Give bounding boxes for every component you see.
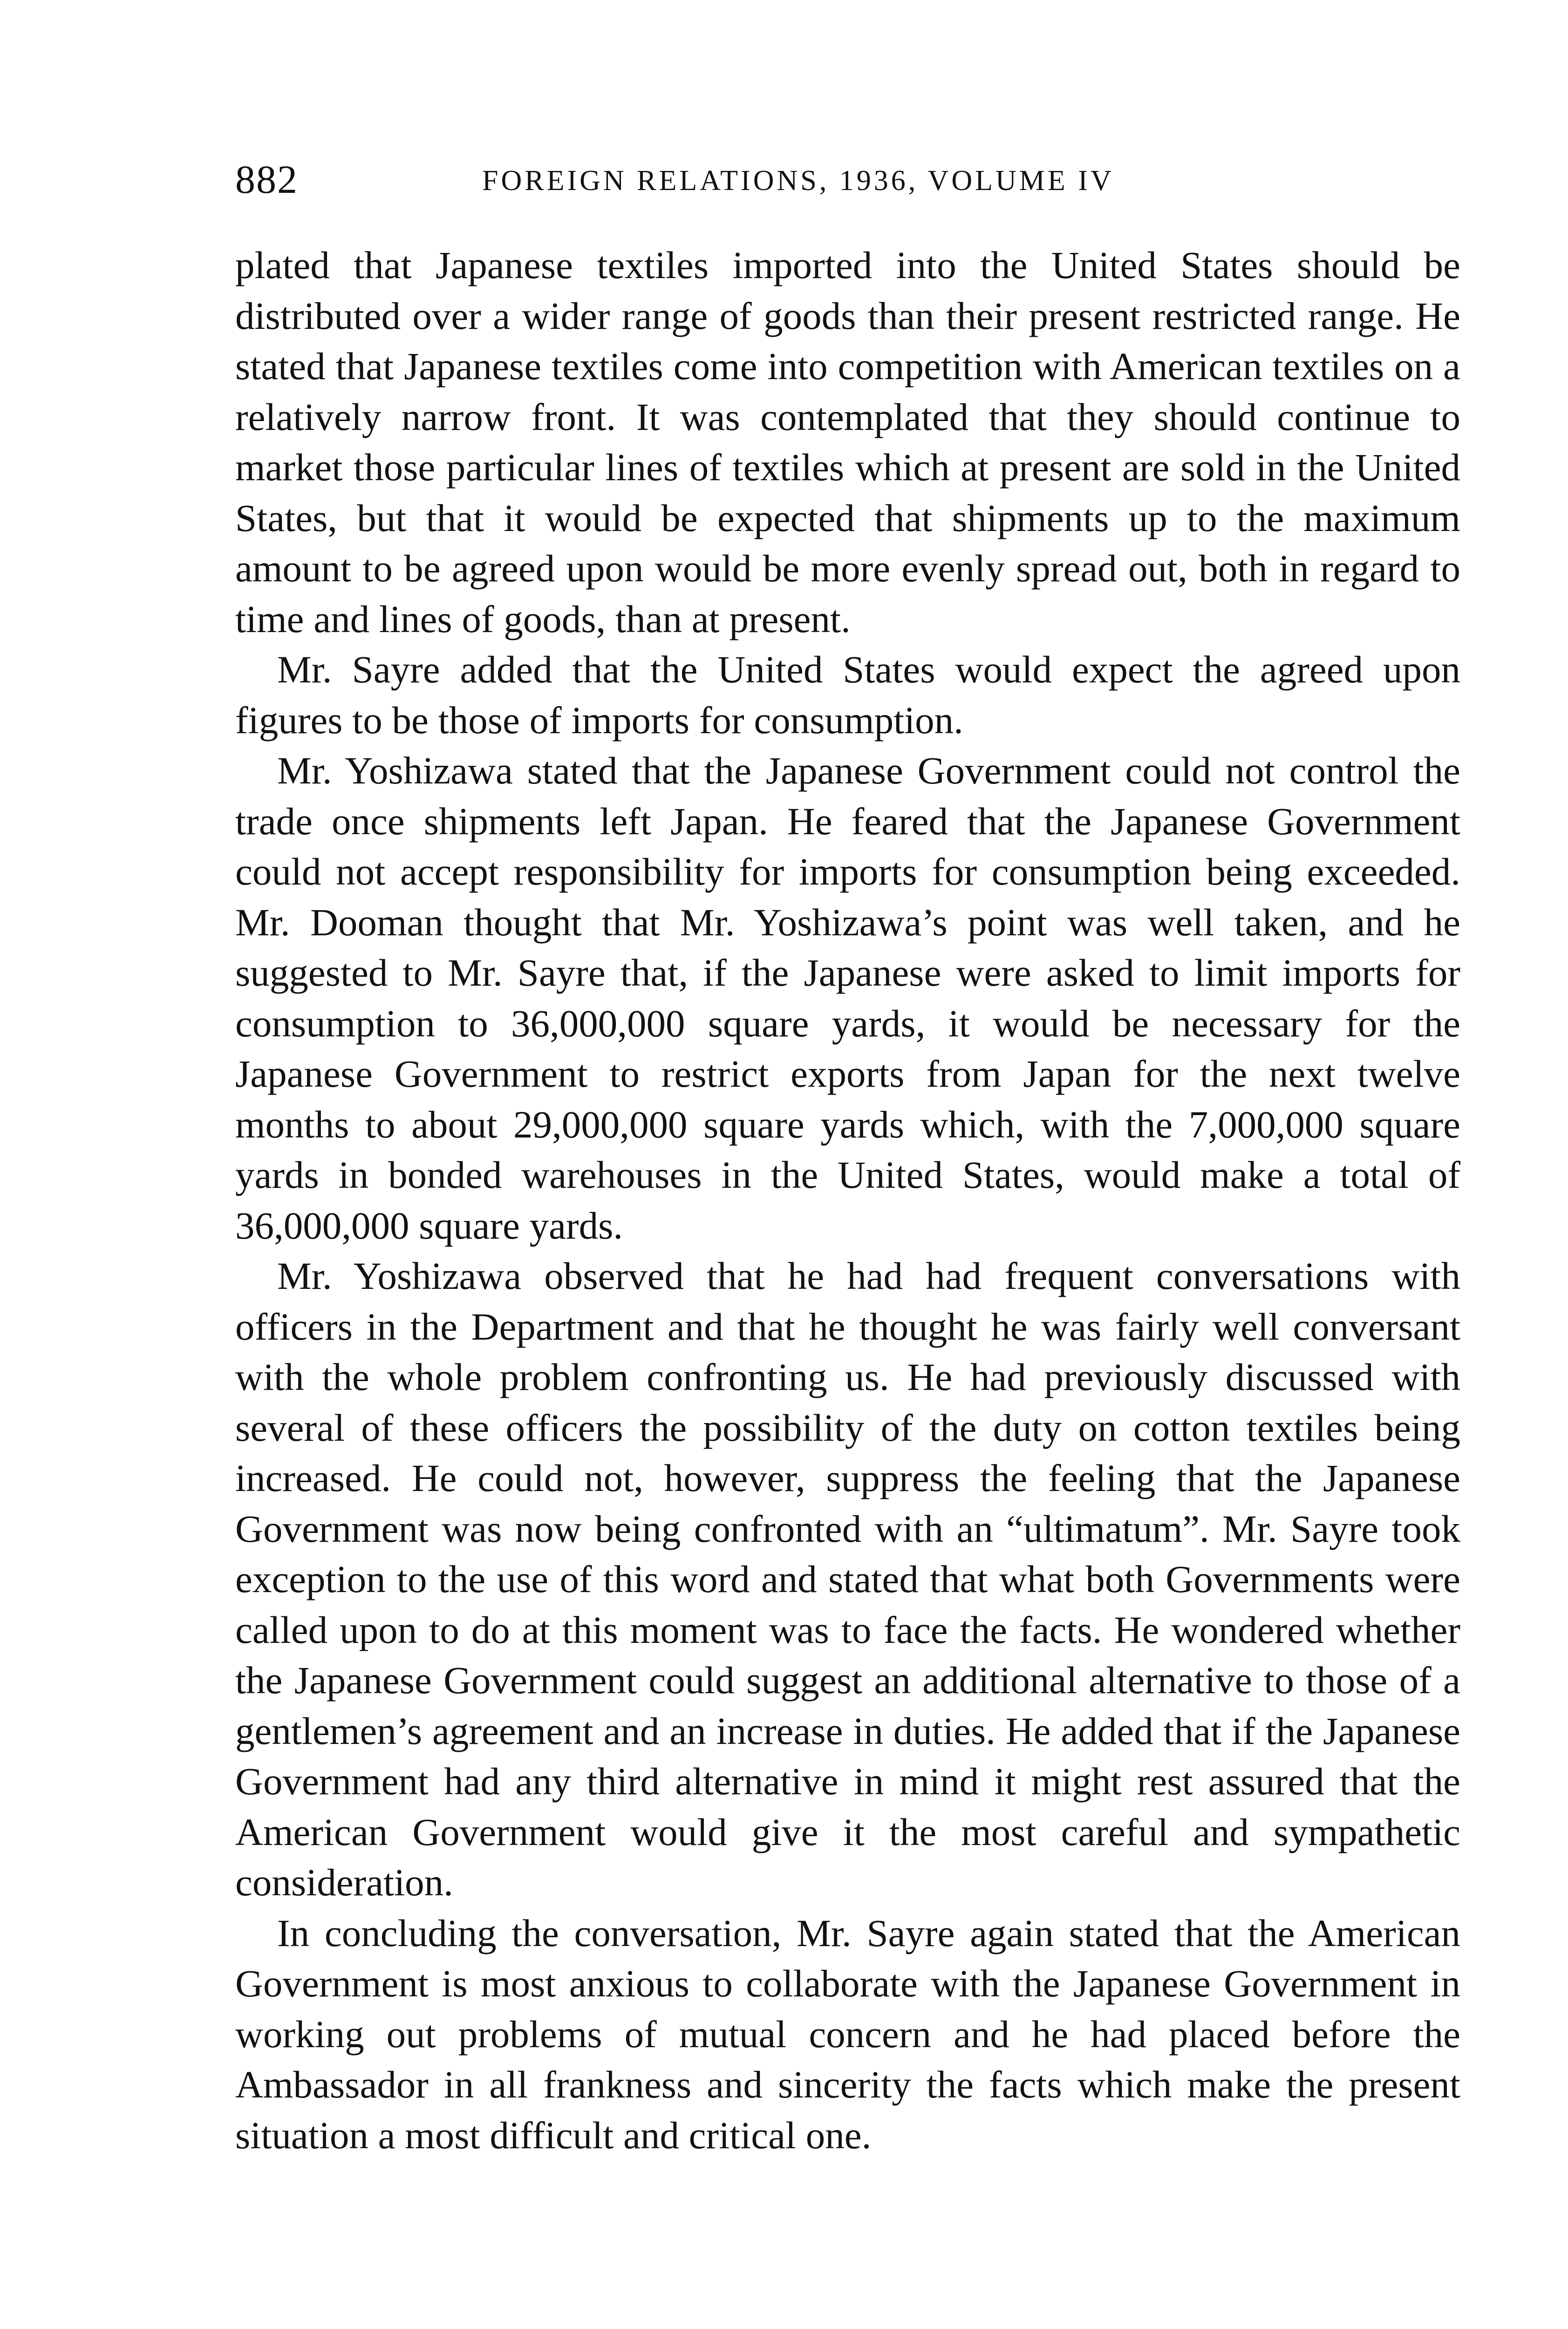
body-text (235, 240, 1460, 2299)
paragraph-continuation: plated that Japanese textiles imported into the United States should be distributed over a wider range of goods than their present restricted range. He stated that Japanese textiles come into competition with American textiles on a relatively narrow front. It was contemplated that they should continue to market those particular lines of textiles which at present are sold in the United States, but that it would be expected that shipments up to the maximum amount to be agreed upon would be more evenly spread out, both in regard to time and lines of goods, than at present. (235, 244, 1460, 640)
paragraph-yoshizawa-ultimatum: Mr. Yoshizawa observed that he had had frequent conversations with officers in the Department and that he thought he was fairly well conversant with the whole problem confronting us. He had previously discussed with several of these officers the possibility of the duty on cotton textiles being increased. He could not, however, suppress the feeling that the Japanese Government was now being confronted with an “ultimatum”. Mr. Sayre took exception to the use of this word and stated that what both Governments were called upon to do at this moment was to face the facts. He wondered whether the Japanese Government could suggest an additional alternative to those of a gentlemen’s agreement and an increase in duties. He added that if the Japanese Government had any third alternative in mind it might rest assured that the American Government would give it the most careful and sympathetic consideration. (235, 1254, 1460, 1904)
page-header (235, 154, 1456, 205)
running-head: FOREIGN RELATIONS, 1936, VOLUME IV (482, 165, 1114, 197)
paragraph-sayre-imports: Mr. Sayre added that the United States would expect the agreed upon figures to be those of imports for consumption. (235, 648, 1460, 742)
paragraph-conclusion: In concluding the conversation, Mr. Sayre again stated that the American Government is most anxious to collaborate with the Japanese Government in working out problems of mutual concern and he had placed before the Ambassador in all frankness and sincerity the facts which make the present situation a most difficult and critical one. (235, 1911, 1460, 2157)
page-number: 882 (235, 157, 298, 202)
paragraph-yoshizawa-control: Mr. Yoshizawa stated that the Japanese Government could not control the trade once shipments left Japan. He feared that the Japanese Government could not accept responsibility for imports for consumption being exceeded. Mr. Dooman thought that Mr. Yoshizawa’s point was well taken, and he suggested to Mr. Sayre that, if the Japanese were asked to limit imports for consumption to 36,000,000 square yards, it would be necessary for the Japanese Government to restrict exports from Japan for the next twelve months to about 29,000,000 square yards which, with the 7,000,000 square yards in bonded warehouses in the United States, would make a total of 36,000,000 square yards. (235, 749, 1460, 1247)
